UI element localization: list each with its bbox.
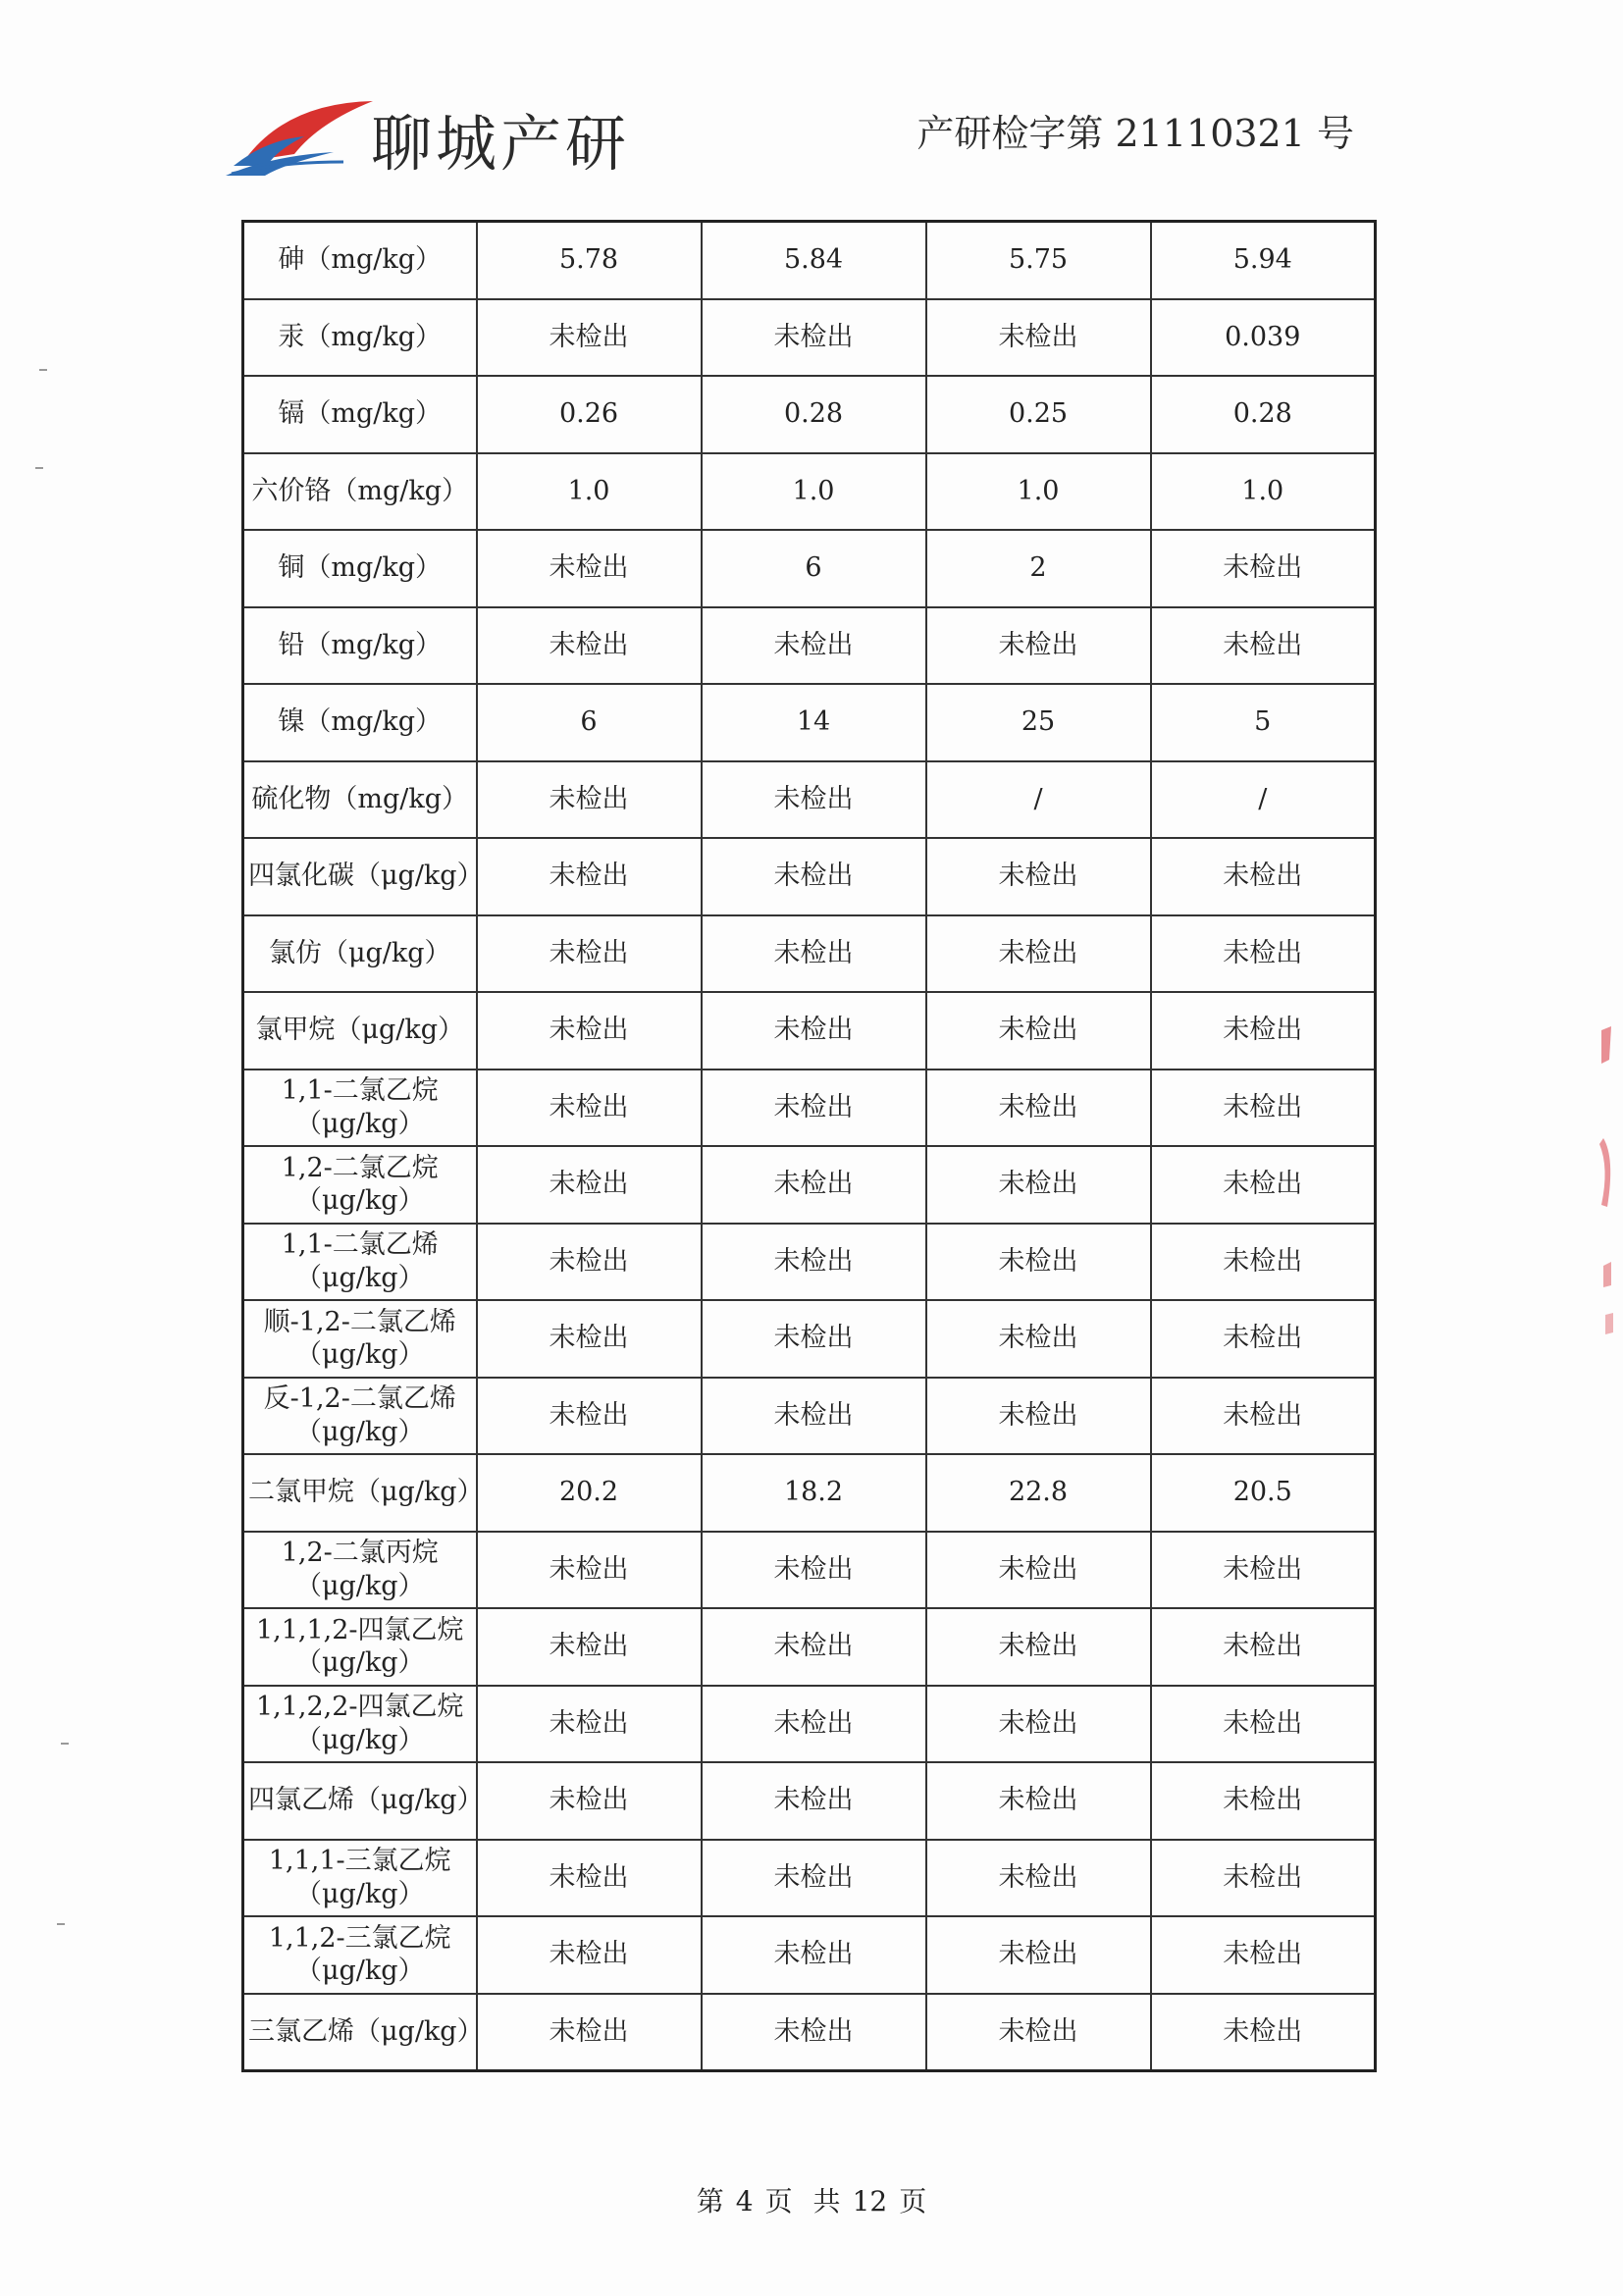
row-item-unit: （μg/kg） <box>294 1339 425 1371</box>
row-item-cell <box>243 607 477 685</box>
result-cell: 未检出 <box>702 1840 926 1917</box>
table-row <box>243 1608 1376 1686</box>
result-cell: 0.039 <box>1151 299 1376 377</box>
row-item-name: 汞（mg/kg） <box>278 321 443 352</box>
row-item-name: 镉（mg/kg） <box>278 398 443 430</box>
result-cell: 未检出 <box>702 1300 926 1378</box>
row-item-name: 二氯甲烷（μg/kg） <box>248 1477 484 1508</box>
table-row <box>243 1070 1376 1147</box>
row-item-cell <box>243 1840 477 1917</box>
result-cell: 未检出 <box>702 1532 926 1609</box>
result-cell: 未检出 <box>1151 1994 1376 2071</box>
result-cell: 未检出 <box>477 1686 702 1763</box>
red-seal-stamp-edge <box>1597 1020 1619 1344</box>
result-cell: 未检出 <box>702 299 926 377</box>
table-row <box>243 1378 1376 1455</box>
row-item-cell <box>243 1454 484 1532</box>
result-cell: 未检出 <box>926 1686 1151 1763</box>
result-cell: 1.0 <box>477 453 702 531</box>
row-item-name: 1,1,2-三氯乙烷 <box>268 1922 451 1954</box>
result-cell: 未检出 <box>477 1994 702 2071</box>
result-cell: 未检出 <box>1151 1070 1376 1147</box>
footer-total-unit: 页 <box>899 2185 927 2218</box>
result-cell: 未检出 <box>477 299 702 377</box>
row-item-name: 1,1,1,2-四氯乙烷 <box>255 1614 464 1645</box>
row-item-name: 1,1-二氯乙烯 <box>281 1229 439 1260</box>
row-item-unit: （μg/kg） <box>294 1416 425 1447</box>
result-cell: 未检出 <box>1151 530 1376 607</box>
row-item-cell <box>243 1608 477 1686</box>
page-header <box>226 93 1354 182</box>
result-cell: 0.28 <box>1151 376 1376 453</box>
result-cell: 5.94 <box>1151 222 1376 299</box>
result-cell: 未检出 <box>477 838 702 915</box>
result-cell: 未检出 <box>1151 1146 1376 1224</box>
result-cell: 未检出 <box>702 761 926 839</box>
row-item-unit: （μg/kg） <box>294 1956 425 1987</box>
row-item-cell <box>243 1916 477 1994</box>
result-cell: 未检出 <box>1151 1532 1376 1609</box>
table-row <box>243 1224 1376 1301</box>
result-cell: 未检出 <box>926 1994 1151 2071</box>
result-cell: 未检出 <box>702 1378 926 1455</box>
row-item-name: 氯仿（μg/kg） <box>268 937 451 968</box>
table-row <box>243 1300 1376 1378</box>
table-row <box>243 1454 1376 1532</box>
result-cell: 未检出 <box>702 607 926 685</box>
row-item-cell <box>243 1762 484 1840</box>
result-cell: 未检出 <box>702 915 926 993</box>
table-row <box>243 1840 1376 1917</box>
row-item-cell <box>243 684 477 761</box>
result-cell: 未检出 <box>926 1840 1151 1917</box>
table-row <box>243 222 1376 299</box>
result-cell: 未检出 <box>702 1762 926 1840</box>
table-row <box>243 915 1376 993</box>
result-cell: 未检出 <box>1151 1686 1376 1763</box>
result-cell: 未检出 <box>477 1762 702 1840</box>
result-cell: 未检出 <box>926 1224 1151 1301</box>
row-item-name: 四氯化碳（μg/kg） <box>248 861 484 892</box>
result-cell: 20.5 <box>1151 1454 1376 1532</box>
row-item-unit: （μg/kg） <box>294 1108 425 1139</box>
row-item-name: 三氯乙烯（μg/kg） <box>248 2015 484 2047</box>
table-row <box>243 1762 1376 1840</box>
result-cell: / <box>1151 761 1376 839</box>
result-cell: 未检出 <box>477 1070 702 1147</box>
report-number: 产研检字第 21110321 号 <box>916 112 1354 155</box>
result-cell: 未检出 <box>926 1532 1151 1609</box>
row-item-unit: （μg/kg） <box>294 1570 425 1601</box>
row-item-name: 1,1,1-三氯乙烷 <box>268 1846 451 1876</box>
result-cell: 未检出 <box>702 1686 926 1763</box>
result-cell: 未检出 <box>1151 607 1376 685</box>
row-item-name: 1,1,2,2-四氯乙烷 <box>255 1692 464 1722</box>
result-cell: 未检出 <box>702 838 926 915</box>
row-item-name: 1,2-二氯乙烷 <box>281 1152 439 1183</box>
result-cell: 未检出 <box>1151 1378 1376 1455</box>
row-item-cell <box>243 376 477 453</box>
scan-speck <box>57 1923 65 1925</box>
result-cell: 未检出 <box>477 1532 702 1609</box>
result-cell: 未检出 <box>477 761 702 839</box>
result-cell: 未检出 <box>926 1608 1151 1686</box>
result-cell: 未检出 <box>926 915 1151 993</box>
result-cell: 未检出 <box>1151 915 1376 993</box>
row-item-unit: （μg/kg） <box>294 1647 425 1679</box>
row-item-name: 反-1,2-二氯乙烯 <box>263 1383 456 1414</box>
result-cell: 未检出 <box>1151 838 1376 915</box>
result-cell: 1.0 <box>702 453 926 531</box>
result-cell: 未检出 <box>1151 1916 1376 1994</box>
result-cell: 未检出 <box>702 1994 926 2071</box>
footer-page-number: 4 <box>735 2185 754 2218</box>
result-cell: 未检出 <box>1151 1224 1376 1301</box>
row-item-cell <box>243 992 477 1070</box>
row-item-name: 镍（mg/kg） <box>278 706 443 738</box>
row-item-cell <box>243 1070 477 1147</box>
table-row <box>243 1146 1376 1224</box>
result-cell: 未检出 <box>1151 1300 1376 1378</box>
result-cell: 5 <box>1151 684 1376 761</box>
table-row <box>243 761 1376 839</box>
result-cell: 2 <box>926 530 1151 607</box>
row-item-cell <box>243 1532 477 1609</box>
result-cell: 未检出 <box>477 1146 702 1224</box>
row-item-cell <box>243 1686 477 1763</box>
result-cell: 6 <box>702 530 926 607</box>
footer-total-number: 12 <box>852 2185 888 2218</box>
result-cell: 未检出 <box>477 1916 702 1994</box>
scan-speck <box>35 467 43 469</box>
scan-speck <box>39 369 47 371</box>
test-results-table <box>241 220 1377 2072</box>
result-cell: 14 <box>702 684 926 761</box>
result-cell: 未检出 <box>702 1224 926 1301</box>
row-item-cell <box>243 838 484 915</box>
row-item-name: 铅（mg/kg） <box>278 629 443 660</box>
result-cell: 0.28 <box>702 376 926 453</box>
result-cell: 18.2 <box>702 1454 926 1532</box>
row-item-name: 氯甲烷（μg/kg） <box>255 1015 465 1046</box>
result-cell: 未检出 <box>926 1070 1151 1147</box>
row-item-cell <box>243 222 477 299</box>
row-item-cell <box>243 299 477 377</box>
table-row <box>243 992 1376 1070</box>
table-row <box>243 607 1376 685</box>
result-cell: 未检出 <box>926 607 1151 685</box>
result-cell: 未检出 <box>926 1146 1151 1224</box>
result-cell: 未检出 <box>926 1300 1151 1378</box>
result-cell: 未检出 <box>702 1608 926 1686</box>
table-row <box>243 684 1376 761</box>
table-row <box>243 1994 1376 2071</box>
result-cell: 未检出 <box>1151 1608 1376 1686</box>
result-cell: 未检出 <box>477 1224 702 1301</box>
result-cell: 未检出 <box>1151 992 1376 1070</box>
row-item-cell <box>243 453 477 531</box>
result-cell: 未检出 <box>702 992 926 1070</box>
result-cell: 未检出 <box>477 992 702 1070</box>
result-cell: 未检出 <box>477 1608 702 1686</box>
result-cell: 未检出 <box>926 299 1151 377</box>
row-item-unit: （μg/kg） <box>294 1185 425 1217</box>
result-cell: / <box>926 761 1151 839</box>
row-item-cell <box>243 1224 477 1301</box>
company-logo-icon <box>226 93 373 177</box>
result-cell: 未检出 <box>702 1916 926 1994</box>
footer-page-label: 第 <box>696 2185 724 2218</box>
result-cell: 未检出 <box>702 1070 926 1147</box>
table-row <box>243 376 1376 453</box>
row-item-name: 六价铬（mg/kg） <box>251 475 469 506</box>
row-item-name: 砷（mg/kg） <box>278 244 443 276</box>
footer-page-unit: 页 <box>764 2185 793 2218</box>
table-row <box>243 1686 1376 1763</box>
result-cell: 5.84 <box>702 222 926 299</box>
result-cell: 25 <box>926 684 1151 761</box>
row-item-name: 1,2-二氯丙烷 <box>281 1538 439 1568</box>
table-body <box>243 222 1376 2071</box>
row-item-name: 四氯乙烯（μg/kg） <box>248 1785 484 1816</box>
result-cell: 0.25 <box>926 376 1151 453</box>
result-cell: 未检出 <box>477 915 702 993</box>
result-cell: 未检出 <box>1151 1762 1376 1840</box>
result-cell: 未检出 <box>926 1762 1151 1840</box>
row-item-name: 顺-1,2-二氯乙烯 <box>263 1306 456 1337</box>
result-cell: 1.0 <box>926 453 1151 531</box>
row-item-cell <box>243 1300 477 1378</box>
row-item-cell <box>243 530 477 607</box>
row-item-cell <box>243 761 477 839</box>
company-name: 聊城产研 <box>371 108 631 180</box>
result-cell: 未检出 <box>702 1146 926 1224</box>
row-item-cell <box>243 1378 477 1455</box>
result-cell: 20.2 <box>477 1454 702 1532</box>
page-footer <box>0 2180 1623 2219</box>
result-cell: 未检出 <box>477 1300 702 1378</box>
result-cell: 6 <box>477 684 702 761</box>
row-item-name: 1,1-二氯乙烷 <box>281 1075 439 1106</box>
row-item-unit: （μg/kg） <box>294 1878 425 1909</box>
table-row <box>243 299 1376 377</box>
result-cell: 未检出 <box>1151 1840 1376 1917</box>
result-cell: 未检出 <box>926 838 1151 915</box>
footer-total-label: 共 <box>812 2185 841 2218</box>
table-row <box>243 453 1376 531</box>
row-item-name: 铜（mg/kg） <box>278 552 443 584</box>
result-cell: 5.75 <box>926 222 1151 299</box>
result-cell: 0.26 <box>477 376 702 453</box>
result-cell: 未检出 <box>477 1840 702 1917</box>
result-cell: 1.0 <box>1151 453 1376 531</box>
table-row <box>243 1532 1376 1609</box>
result-cell: 5.78 <box>477 222 702 299</box>
result-cell: 未检出 <box>477 607 702 685</box>
result-cell: 未检出 <box>477 530 702 607</box>
table-row <box>243 838 1376 915</box>
row-item-cell <box>243 1146 477 1224</box>
row-item-unit: （μg/kg） <box>294 1724 425 1755</box>
row-item-cell <box>243 1994 484 2071</box>
result-cell: 未检出 <box>926 1378 1151 1455</box>
row-item-unit: （μg/kg） <box>294 1262 425 1293</box>
result-cell: 未检出 <box>926 1916 1151 1994</box>
row-item-cell <box>243 915 477 993</box>
scan-speck <box>61 1743 69 1745</box>
result-cell: 22.8 <box>926 1454 1151 1532</box>
row-item-name: 硫化物（mg/kg） <box>251 783 469 814</box>
result-cell: 未检出 <box>926 992 1151 1070</box>
result-cell: 未检出 <box>477 1378 702 1455</box>
table-row <box>243 530 1376 607</box>
table-row <box>243 1916 1376 1994</box>
